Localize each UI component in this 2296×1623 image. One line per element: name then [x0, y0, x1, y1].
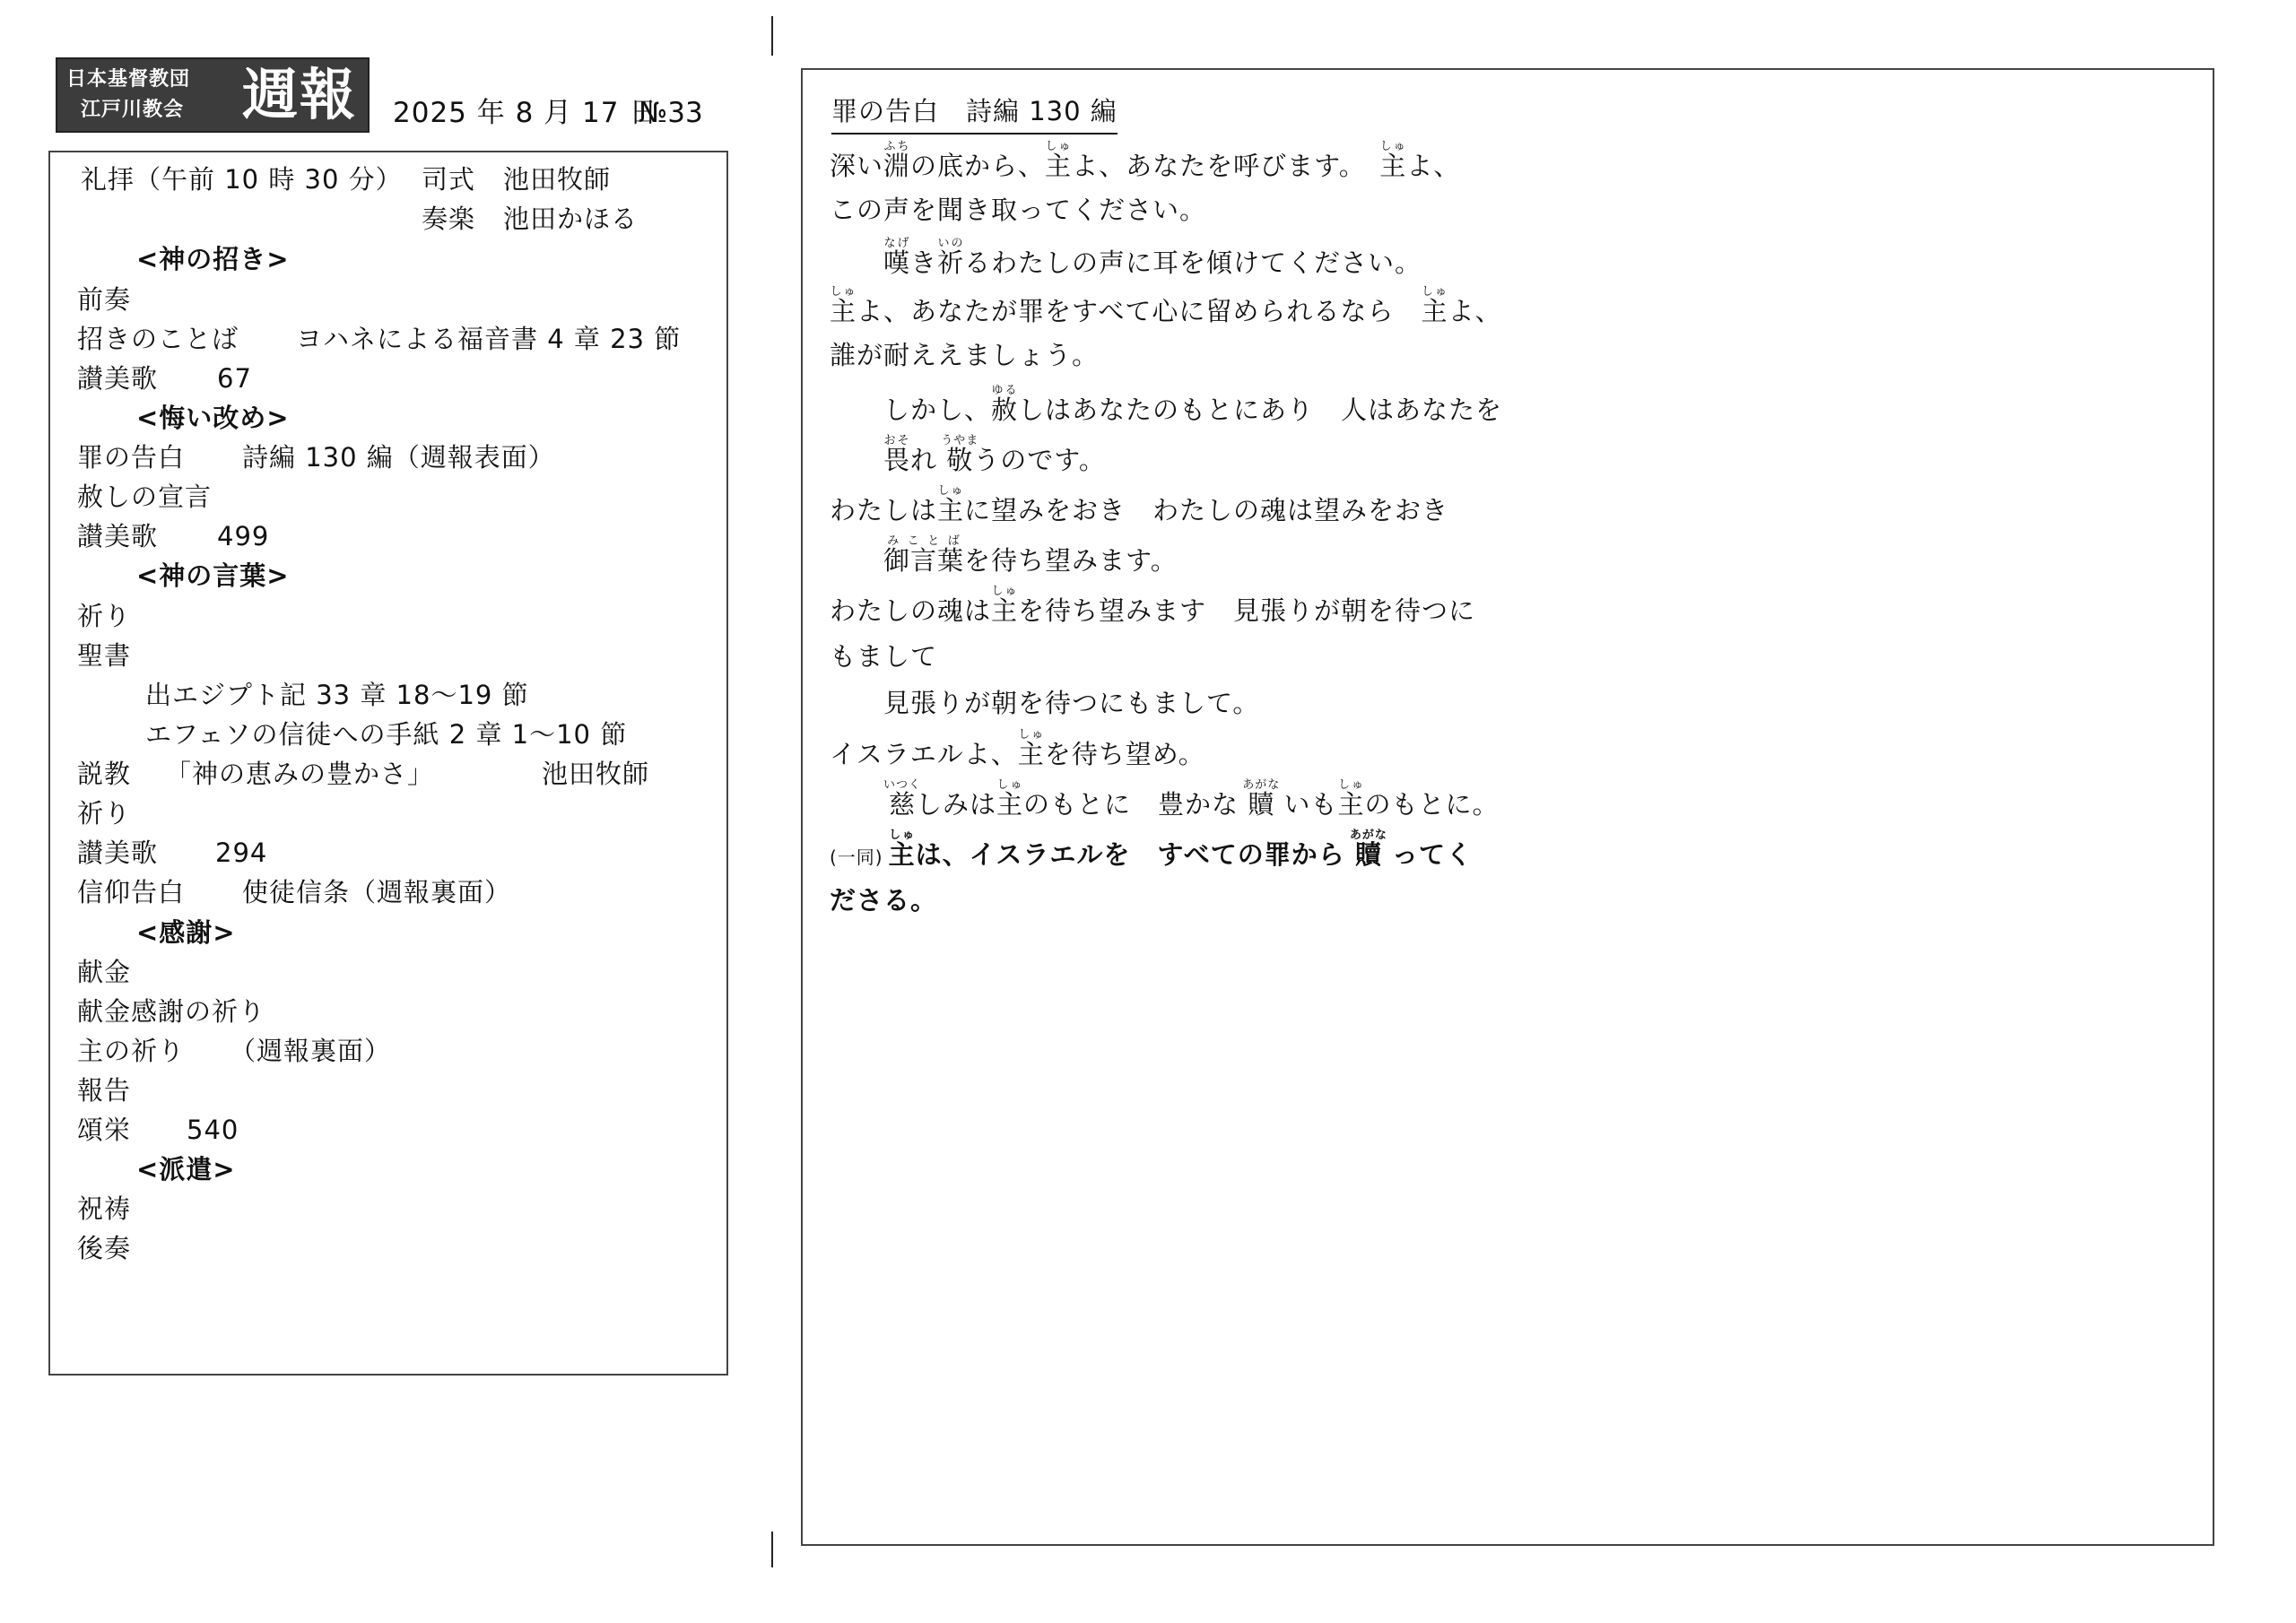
psalm-line: わたしは主しゅに望みをおき わたしの魂は望みをおき	[830, 484, 1449, 525]
section-heading-word: <神の言葉>	[136, 560, 290, 591]
service-item-confession: 罪の告白	[77, 442, 186, 473]
psalm-line: この声を聞き取ってください。	[830, 195, 1207, 225]
hymn-label: 讃美歌	[77, 363, 159, 394]
lords-prayer-reference: （週報裏面）	[230, 1036, 392, 1066]
invitation-reference: ヨハネによる福音書 4 章 23 節	[296, 324, 682, 354]
scripture-reading-1: 出エジプト記 33 章 18～19 節	[145, 680, 529, 710]
congregation-tag: (一同)	[830, 846, 883, 868]
fold-mark-top	[771, 16, 773, 56]
psalm-line: 慈いつくしみは主しゅのもとに 豊かな 贖あがな いも主しゅのもとに。	[883, 778, 1500, 820]
section-heading-thanksgiving: <感謝>	[136, 917, 236, 948]
psalm-response-line: ださる。	[830, 885, 938, 916]
fold-mark-bottom	[771, 1532, 773, 1567]
service-item-creed: 信仰告白	[77, 877, 186, 907]
psalm-line: 主しゅよ、あなたが罪をすべて心に留められるなら 主しゅよ、	[830, 285, 1502, 326]
church-denomination: 日本基督教団	[66, 68, 191, 91]
confession-panel	[801, 68, 2214, 1546]
section-heading-repentance: <悔い改め>	[136, 403, 290, 433]
scripture-reading-2: エフェソの信徒への手紙 2 章 1～10 節	[145, 719, 628, 750]
service-item-scripture: 聖書	[77, 640, 132, 671]
issue-number: №33	[639, 97, 703, 129]
service-item-prelude: 前奏	[77, 284, 132, 315]
service-time: 礼拝（午前 10 時 30 分）	[81, 164, 403, 195]
service-item-postlude: 後奏	[77, 1233, 132, 1263]
church-name: 江戸川教会	[81, 99, 185, 121]
service-item-announcements: 報告	[77, 1075, 132, 1106]
bulletin-nameplate: 週報	[242, 62, 358, 127]
organist-name: 池田かほる	[503, 204, 639, 234]
hymn-label: 讃美歌	[77, 838, 159, 868]
hymn-label: 讃美歌	[77, 521, 159, 551]
doxology-label: 頌栄	[77, 1115, 132, 1145]
hymn-number: 499	[217, 521, 270, 551]
psalm-response-line: (一同) 主しゅは、イスラエルを すべての罪から 贖あがな ってく	[830, 829, 1473, 870]
order-of-service	[48, 151, 728, 1376]
psalm-line: 誰が耐ええましょう。	[830, 340, 1100, 370]
psalm-line: 嘆なげき祈いのるわたしの声に耳を傾けてください。	[883, 237, 1422, 278]
psalm-line: 畏おそれ 敬うやまうのです。	[883, 434, 1106, 475]
hymn-number: 67	[217, 363, 252, 394]
service-item-sermon: 説教	[77, 759, 132, 789]
psalm-line: 見張りが朝を待つにもまして。	[883, 688, 1260, 718]
sermon-preacher: 池田牧師	[542, 759, 650, 789]
presider-role: 司式	[422, 164, 476, 195]
psalm-line: 深い淵ふちの底から、主しゅよ、あなたを呼びます。 主しゅよ、	[830, 140, 1461, 181]
psalm-line: もまして	[830, 641, 938, 672]
psalm-line: 御言葉みことばを待ち望みます。	[883, 534, 1178, 576]
section-heading-invitation: <神の招き>	[136, 244, 290, 274]
issue-date: 2025 年 8 月 17 日	[393, 97, 658, 129]
service-item-invitation: 招きのことば	[77, 324, 239, 354]
masthead	[56, 57, 370, 133]
sermon-title: 「神の恵みの豊かさ」	[165, 759, 435, 789]
service-item-benediction: 祝祷	[77, 1193, 132, 1224]
section-heading-sending: <派遣>	[136, 1154, 236, 1185]
hymn-number: 294	[215, 838, 268, 868]
service-item-absolution: 赦しの宣言	[77, 482, 213, 512]
psalm-line: イスラエルよ、主しゅを待ち望め。	[830, 728, 1205, 769]
service-item-prayer: 祈り	[77, 601, 132, 631]
confession-reference: 詩編 130 編（週報表面）	[242, 442, 555, 473]
service-item-offering: 献金	[77, 957, 132, 987]
service-item-offering-prayer: 献金感謝の祈り	[77, 996, 266, 1027]
presider-name: 池田牧師	[503, 164, 612, 195]
service-item-lords-prayer: 主の祈り	[77, 1036, 186, 1066]
doxology-number: 540	[187, 1115, 239, 1145]
psalm-line: わたしの魂は主しゅを待ち望みます 見張りが朝を待つに	[830, 585, 1476, 626]
psalm-line: しかし、赦ゆるしはあなたのもとにあり 人はあなたを	[883, 384, 1503, 425]
confession-title: 罪の告白 詩編 130 編	[831, 93, 1118, 135]
organist-role: 奏楽	[422, 204, 476, 234]
creed-reference: 使徒信条（週報裏面）	[242, 877, 512, 907]
service-item-prayer: 祈り	[77, 798, 132, 829]
